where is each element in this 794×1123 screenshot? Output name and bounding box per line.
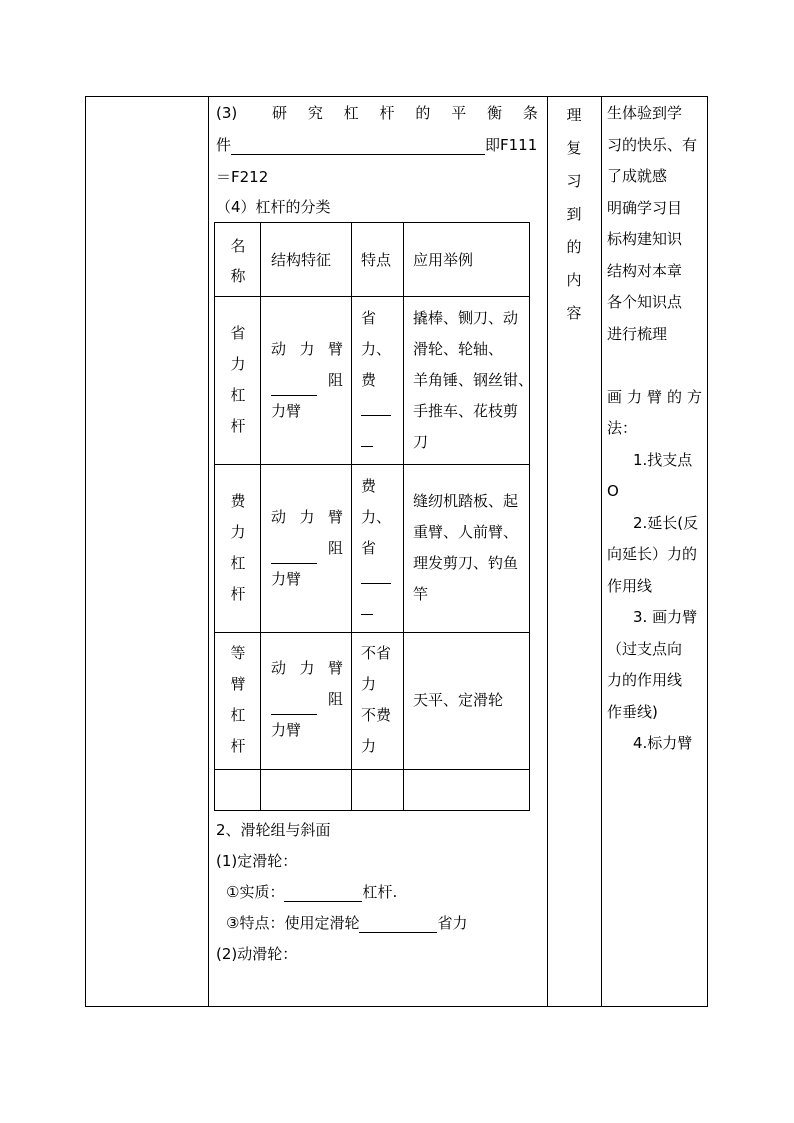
pulley-section-title: 2、滑轮组与斜面	[216, 821, 331, 839]
header-structure: 结构特征	[271, 251, 332, 269]
feature-suffix: 省力	[437, 914, 468, 932]
item3-line2-end: 即F111	[485, 136, 538, 154]
feature-label: ③特点：使用定滑轮	[226, 914, 360, 932]
header-example: 应用举例	[413, 251, 474, 269]
row-feature: 费 力、省	[361, 471, 397, 626]
method-title: 画 力 臂 的 方	[607, 387, 702, 406]
row-name: 等 臂 杠 杆	[230, 644, 246, 755]
header-feature: 特点	[361, 251, 392, 269]
answer-blank[interactable]	[361, 401, 391, 416]
answer-blank[interactable]	[359, 916, 437, 933]
answer-blank[interactable]	[284, 885, 362, 902]
review-content-column: 理 复 习 到 的 内 容	[566, 106, 582, 322]
item3-char: 杆	[379, 104, 395, 122]
row-examples: 撬棒、铡刀、动 滑轮、轮轴、 羊角锤、钢丝钳、 手推车、花枝剪 刀	[413, 309, 534, 451]
item3-heading	[272, 103, 538, 123]
fixed-pulley-title: (1)定滑轮：	[216, 852, 298, 870]
objectives-text: 生体验到学 习的快乐、有 了成就感 明确学习目 标构建知识 结构对本章 各个知识点 进行梳理 画 力 臂 的 方 法： 1.找支点 O 2.延长(反 向延长）力的 作用线 3. 画力臂 （过支点向 力的作用线 作垂线) 4.标力臂	[607, 104, 702, 752]
feature-line	[226, 913, 467, 933]
row-name: 费 力 杠 杆	[230, 492, 246, 603]
item3-char: 研	[272, 104, 288, 122]
column-divider	[601, 97, 602, 1006]
row-structure: 动 力 臂 阻 力臂	[271, 659, 343, 739]
column-divider	[547, 97, 548, 1006]
essence-label: ①实质：	[226, 883, 285, 901]
essence-line	[226, 882, 397, 902]
movable-pulley-title: (2)动滑轮：	[216, 945, 298, 963]
item3-char: 衡	[487, 104, 503, 122]
header-name: 名 称	[230, 237, 246, 285]
item3-line3: ＝F212	[216, 168, 269, 186]
item3-line2	[216, 135, 537, 155]
item3-char: 条	[522, 104, 538, 122]
answer-blank[interactable]	[271, 700, 317, 715]
column-divider	[208, 97, 209, 1006]
item4-title: （4）杠杆的分类	[216, 198, 331, 216]
answer-blank[interactable]	[271, 381, 317, 396]
answer-blank[interactable]	[231, 138, 485, 155]
row-examples: 缝纫机踏板、起 重臂、人前臂、 理发剪刀、钓鱼 竿	[413, 492, 519, 603]
item3-char: 平	[451, 104, 467, 122]
row-examples: 天平、定滑轮	[413, 691, 504, 709]
lever-classification-table	[214, 222, 534, 811]
item3-char: 究	[307, 104, 323, 122]
item3-char: 杠	[343, 104, 359, 122]
answer-blank[interactable]	[361, 569, 391, 584]
row-feature: 不省 力 不费 力	[361, 644, 392, 755]
item3-char: 的	[415, 104, 431, 122]
row-structure: 动 力 臂 阻 力臂	[271, 508, 343, 588]
row-name: 省 力 杠 杆	[230, 324, 246, 435]
essence-suffix: 杠杆.	[362, 883, 398, 901]
item3-line2-start: 件	[216, 136, 232, 154]
answer-blank[interactable]	[271, 549, 317, 564]
row-feature: 省 力、 费	[361, 303, 397, 458]
item3-prefix: (3)	[216, 104, 238, 122]
row-structure: 动 力 臂 阻 力臂	[271, 340, 343, 420]
